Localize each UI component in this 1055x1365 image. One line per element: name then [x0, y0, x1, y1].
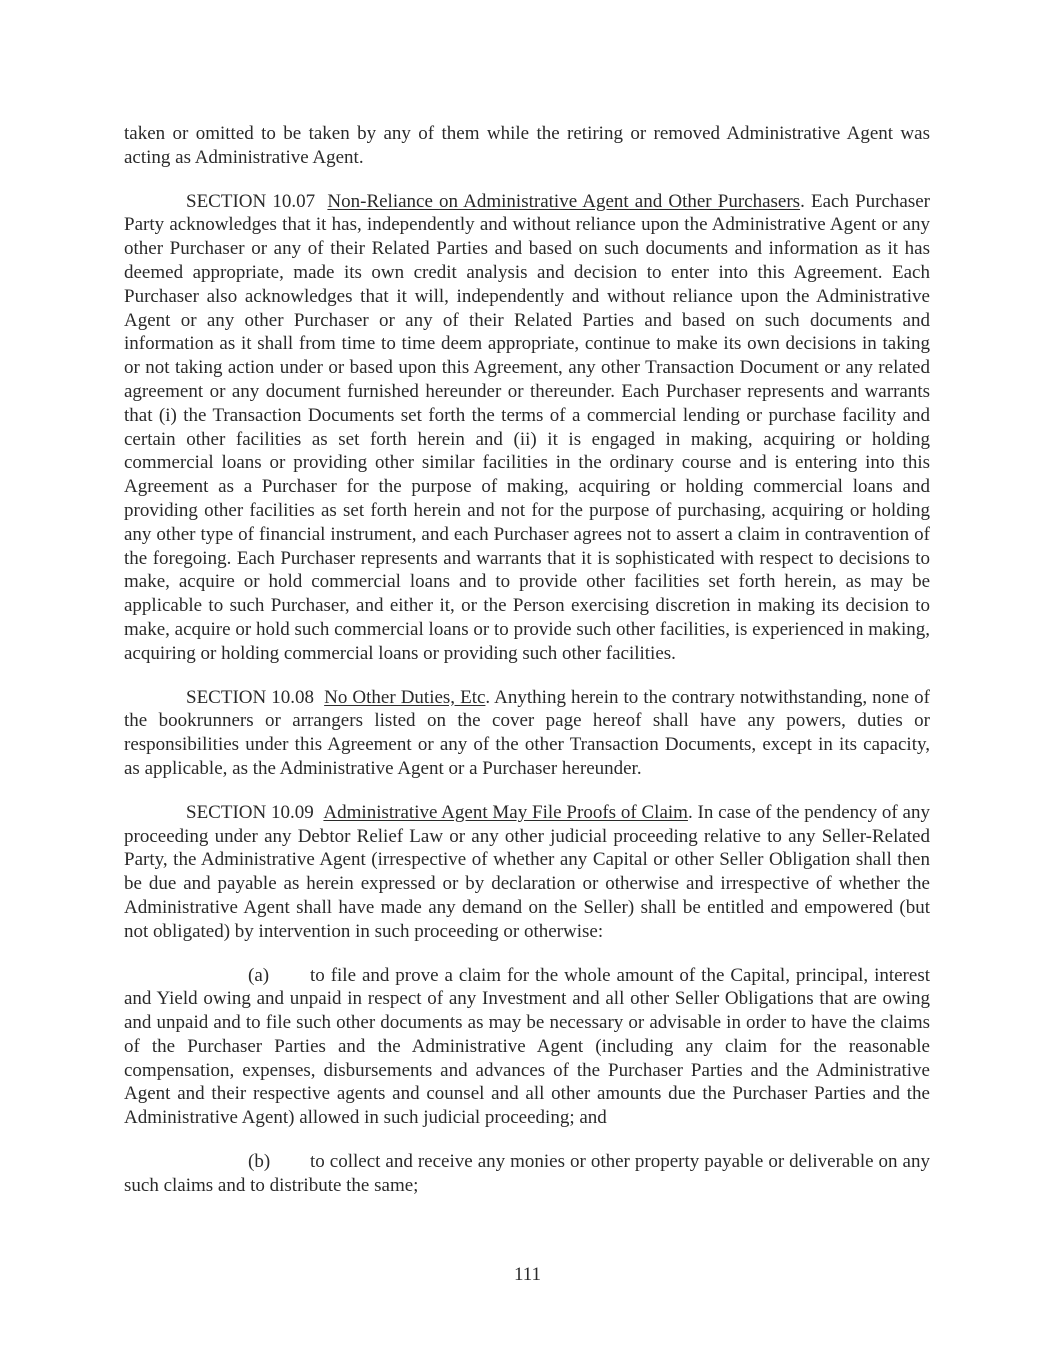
clause-body: to file and prove a claim for the whole amount of the Capital, principal, interest and Yield owing and unpaid in respect of any Investment and all other Seller Obligations that are owing and unpaid and to file such other documents as may be necessary or advisable in order to have the claims of the Purchaser Parties and the Administrative Agent (including any claim for the reasonable compensation, expenses, disbursements and advances of the Purchaser Parties and the Administrative Agent and their respective agents and counsel and all other amounts due the Purchaser Parties and the Administrative Agent) allowed in such judicial proceeding; and — [124, 964, 930, 1129]
clause-a — [124, 964, 930, 1131]
clause-body: to collect and receive any monies or other property payable or deliverable on any such claims and to distribute the same; — [124, 1151, 930, 1196]
section-body: . Each Purchaser Party acknowledges that it has, independently and without reliance upon the Administrative Agent or any other Purchaser or any of their Related Parties and based on such documents and information as it has deemed appropriate, made its own credit analysis and decision to enter into this Agreement. Each Purchaser also acknowledges that it will, independently and without reliance upon the Administrative Agent or any other Purchaser or any of their Related Parties and based on such documents and information as it shall from time to time deem appropriate, continue to make its own decisions in taking or not taking action under or based upon this Agreement, any other Transaction Document or any related agreement or any document furnished hereunder or thereunder. Each Purchaser represents and warrants that (i) the Transaction Documents set forth the terms of a commercial lending or purchase facility and certain other facilities as set forth herein and (ii) it is engaged in making, acquiring or holding commercial loans or providing other similar facilities in the ordinary course and is entering into this Agreement as a Purchaser for the purpose of making, acquiring or holding commercial loans and providing other facilities as set forth herein and not for the purpose of purchasing, acquiring or holding any other type of financial instrument, and each Purchaser agrees not to assert a claim in contravention of the foregoing. Each Purchaser represents and warrants that it is sophisticated with respect to decisions to make, acquire or hold commercial loans and to provide other facilities set forth herein, as may be applicable to such Purchaser, and either it, or the Person exercising discretion in making its decision to make, acquire or hold such commercial loans or to provide such other facilities, is experienced in making, acquiring or holding commercial loans or providing such other facilities. — [124, 190, 930, 664]
paragraph-continuation: taken or omitted to be taken by any of them while the retiring or removed Administrative Agent was acting as Administrative Agent. — [124, 123, 930, 168]
section-number: SECTION 10.07 — [186, 190, 316, 212]
clause-b — [124, 1150, 930, 1198]
section-10-08 — [124, 686, 930, 781]
document-page — [124, 122, 930, 1218]
section-10-07 — [124, 190, 930, 666]
clause-label: (a) — [248, 964, 270, 986]
section-body: . Anything herein to the contrary notwithstanding, none of the bookrunners or arrangers listed on the cover page hereof shall have any powers, duties or responsibilities under this Agreement or any of the other Transaction Documents, except in its capacity, as applicable, as the Administrative Agent or a Purchaser hereunder. — [124, 686, 930, 779]
page-number: 111 — [513, 1264, 542, 1285]
clause-label: (b) — [248, 1151, 271, 1173]
section-heading: Administrative Agent May File Proofs of Claim — [323, 801, 688, 823]
section-heading: Non-Reliance on Administrative Agent and Other Purchasers — [327, 190, 801, 212]
section-number: SECTION 10.08 — [186, 686, 315, 708]
section-heading: No Other Duties, Etc — [324, 686, 486, 708]
section-body: . In case of the pendency of any proceeding under any Debtor Relief Law or any other judicial proceeding relative to any Seller-Related Party, the Administrative Agent (irrespective of whether any Capital or other Seller Obligation shall then be due and payable as herein expressed or by declaration or otherwise and irrespective of whether the Administrative Agent shall have made any demand on the Seller) shall be entitled and empowered (but not obligated) by intervention in such proceeding or otherwise: — [124, 801, 930, 942]
section-10-09 — [124, 801, 930, 944]
section-number: SECTION 10.09 — [186, 801, 314, 823]
